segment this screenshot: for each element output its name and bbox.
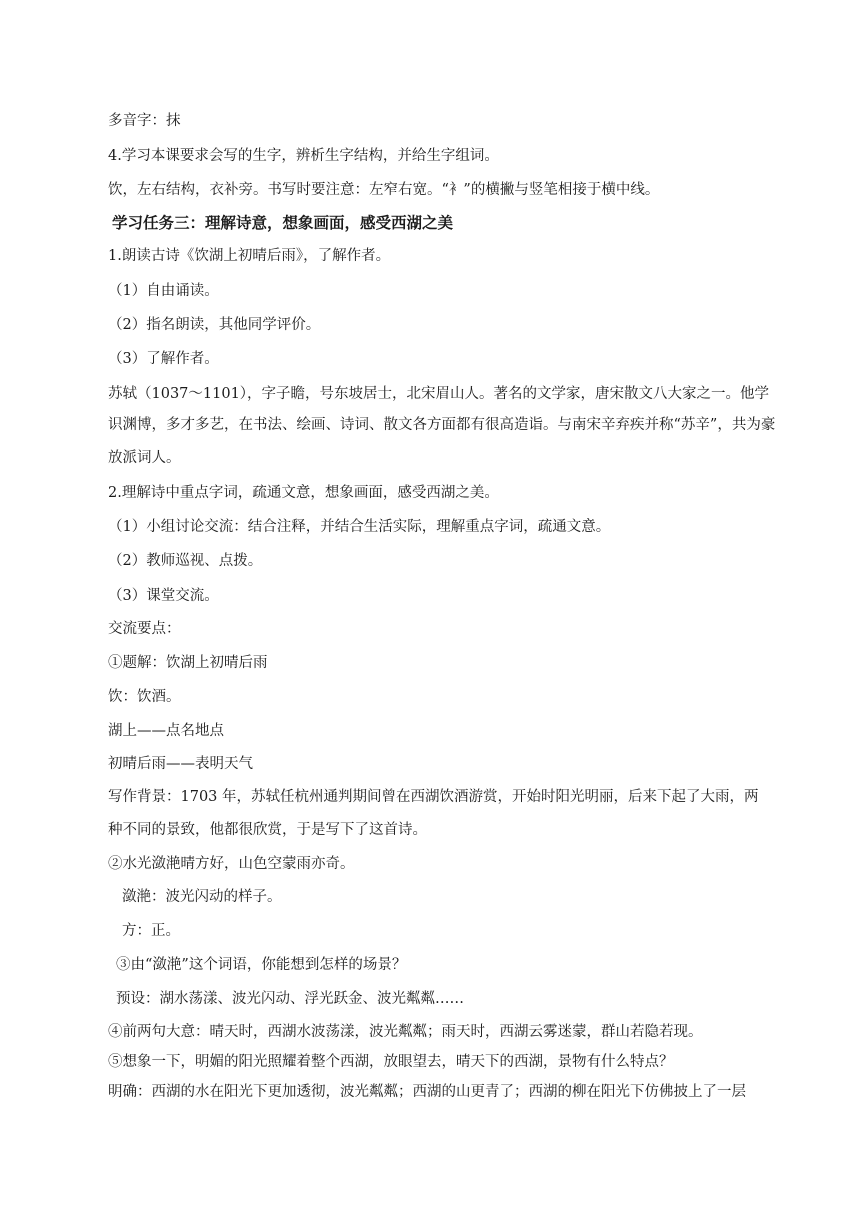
- text-line: 潋滟：波光闪动的样子。: [122, 889, 282, 905]
- text-line: 多音字：抹: [108, 113, 181, 129]
- text-line: ⑤想象一下，明媚的阳光照耀着整个西湖，放眼望去，晴天下的西湖，景物有什么特点？: [108, 1054, 674, 1070]
- text-line: 识渊博，多才多艺，在书法、绘画、诗词、散文各方面都有很高造诣。与南宋辛弃疾并称“苏辛”，共为豪: [108, 417, 776, 433]
- text-line: 放派词人。: [108, 450, 181, 466]
- text-line: 预设：湖水荡漾、波光闪动、浮光跃金、波光粼粼……: [116, 991, 464, 1007]
- text-line: ③由“潋滟”这个词语，你能想到怎样的场景？: [116, 957, 407, 973]
- text-line: 方：正。: [122, 923, 180, 939]
- text-line: （2）教师巡视、点拨。: [108, 553, 263, 569]
- text-line: 1.朗读古诗《饮湖上初晴后雨》，了解作者。: [108, 248, 391, 264]
- text-line: 4.学习本课要求会写的生字，辨析生字结构，并给生字组词。: [108, 148, 499, 164]
- text-line: ①题解：饮湖上初晴后雨: [108, 655, 268, 671]
- text-line: （3）课堂交流。: [108, 588, 219, 604]
- text-line: 初晴后雨——表明天气: [108, 756, 253, 772]
- text-line: （3）了解作者。: [108, 351, 219, 367]
- text-line: ②水光潋滟晴方好，山色空蒙雨亦奇。: [108, 856, 355, 872]
- text-line: 饮，左右结构，衣补旁。书写时要注意：左窄右宽。“衤”的横撇与竖笔相接于横中线。: [108, 182, 660, 198]
- text-line: 饮：饮酒。: [108, 689, 181, 705]
- text-line: （1）小组讨论交流：结合注释，并结合生活实际，理解重点字词，疏通文意。: [108, 519, 611, 535]
- text-line: 苏轼（1037～1101），字子瞻，号东坡居士，北宋眉山人。著名的文学家，唐宋散文八大家之一。他学: [108, 386, 770, 402]
- text-line: ④前两句大意：晴天时，西湖水波荡漾，波光粼粼；雨天时，西湖云雾迷蒙，群山若隐若现。: [108, 1024, 703, 1040]
- text-line: 明确：西湖的水在阳光下更加透彻，波光粼粼；西湖的山更青了；西湖的柳在阳光下仿佛披上了一层: [108, 1084, 746, 1100]
- section-heading: 学习任务三：理解诗意，想象画面，感受西湖之美: [112, 214, 454, 232]
- text-line: （1）自由诵读。: [108, 283, 219, 299]
- text-line: 湖上——点名地点: [108, 723, 224, 739]
- text-line: 写作背景：1703 年，苏轼任杭州通判期间曾在西湖饮酒游赏，开始时阳光明丽，后来下起了大雨，两: [108, 789, 759, 805]
- text-line: 种不同的景致，他都很欣赏，于是写下了这首诗。: [108, 822, 427, 838]
- text-line: 交流要点：: [108, 621, 181, 637]
- text-line: 2.理解诗中重点字词，疏通文意，想象画面，感受西湖之美。: [108, 485, 499, 501]
- text-line: （2）指名朗读，其他同学评价。: [108, 317, 321, 333]
